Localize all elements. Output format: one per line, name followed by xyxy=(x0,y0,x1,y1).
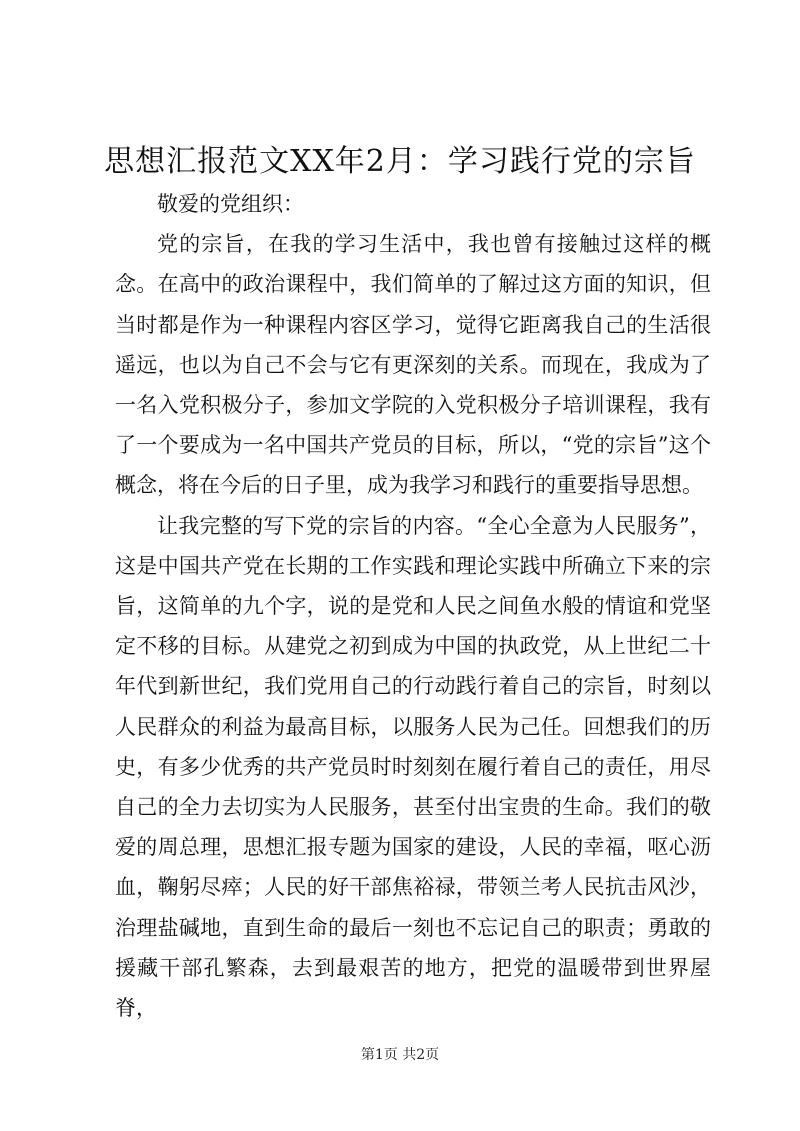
document-body xyxy=(115,184,711,1028)
salutation: 敬爱的党组织： xyxy=(157,192,304,216)
document-title: 思想汇报范文XX年2月：学习践行党的宗旨 xyxy=(104,144,696,179)
page-indicator: 第1页 共2页 xyxy=(360,1047,440,1063)
paragraph-1: 党的宗旨，在我的学习生活中，我也曾有接触过这样的概念。在高中的政治课程中，我们简单的了解过这方面的知识，但当时都是作为一种课程内容区学习，觉得它距离我自己的生活很遥远，也以为自己不会与它有更深刻的关系。而现在，我成为了一名入党积极分子，参加文学院的入党积极分子培训课程，我有了一个要成为一名中国共产党员的目标，所以，“党的宗旨”这个概念，将在今后的日子里，成为我学习和践行的重要指导思想。 xyxy=(115,232,711,498)
paragraph-2: 让我完整的写下党的宗旨的内容。“全心全意为人民服务”，这是中国共产党在长期的工作实践和理论实践中所确立下来的宗旨，这简单的九个字，说的是党和人民之间鱼水般的情谊和党坚定不移的目标。从建党之初到成为中国的执政党，从上世纪二十年代到新世纪，我们党用自己的行动践行着自己的宗旨，时刻以人民群众的利益为最高目标，以服务人民为己任。回想我们的历史，有多少优秀的共产党员时时刻刻在履行着自己的责任，用尽自己的全力去切实为人民服务，甚至付出宝贵的生命。我们的敬爱的周总理，思想汇报专题为国家的建设，人民的幸福，呕心沥血，鞠躬尽瘁；人民的好干部焦裕禄，带领兰考人民抗击风沙，治理盐碱地，直到生命的最后一刻也不忘记自己的职责；勇敢的援藏干部孔繁森，去到最艰苦的地方，把党的温暖带到世界屋脊， xyxy=(115,513,711,1021)
